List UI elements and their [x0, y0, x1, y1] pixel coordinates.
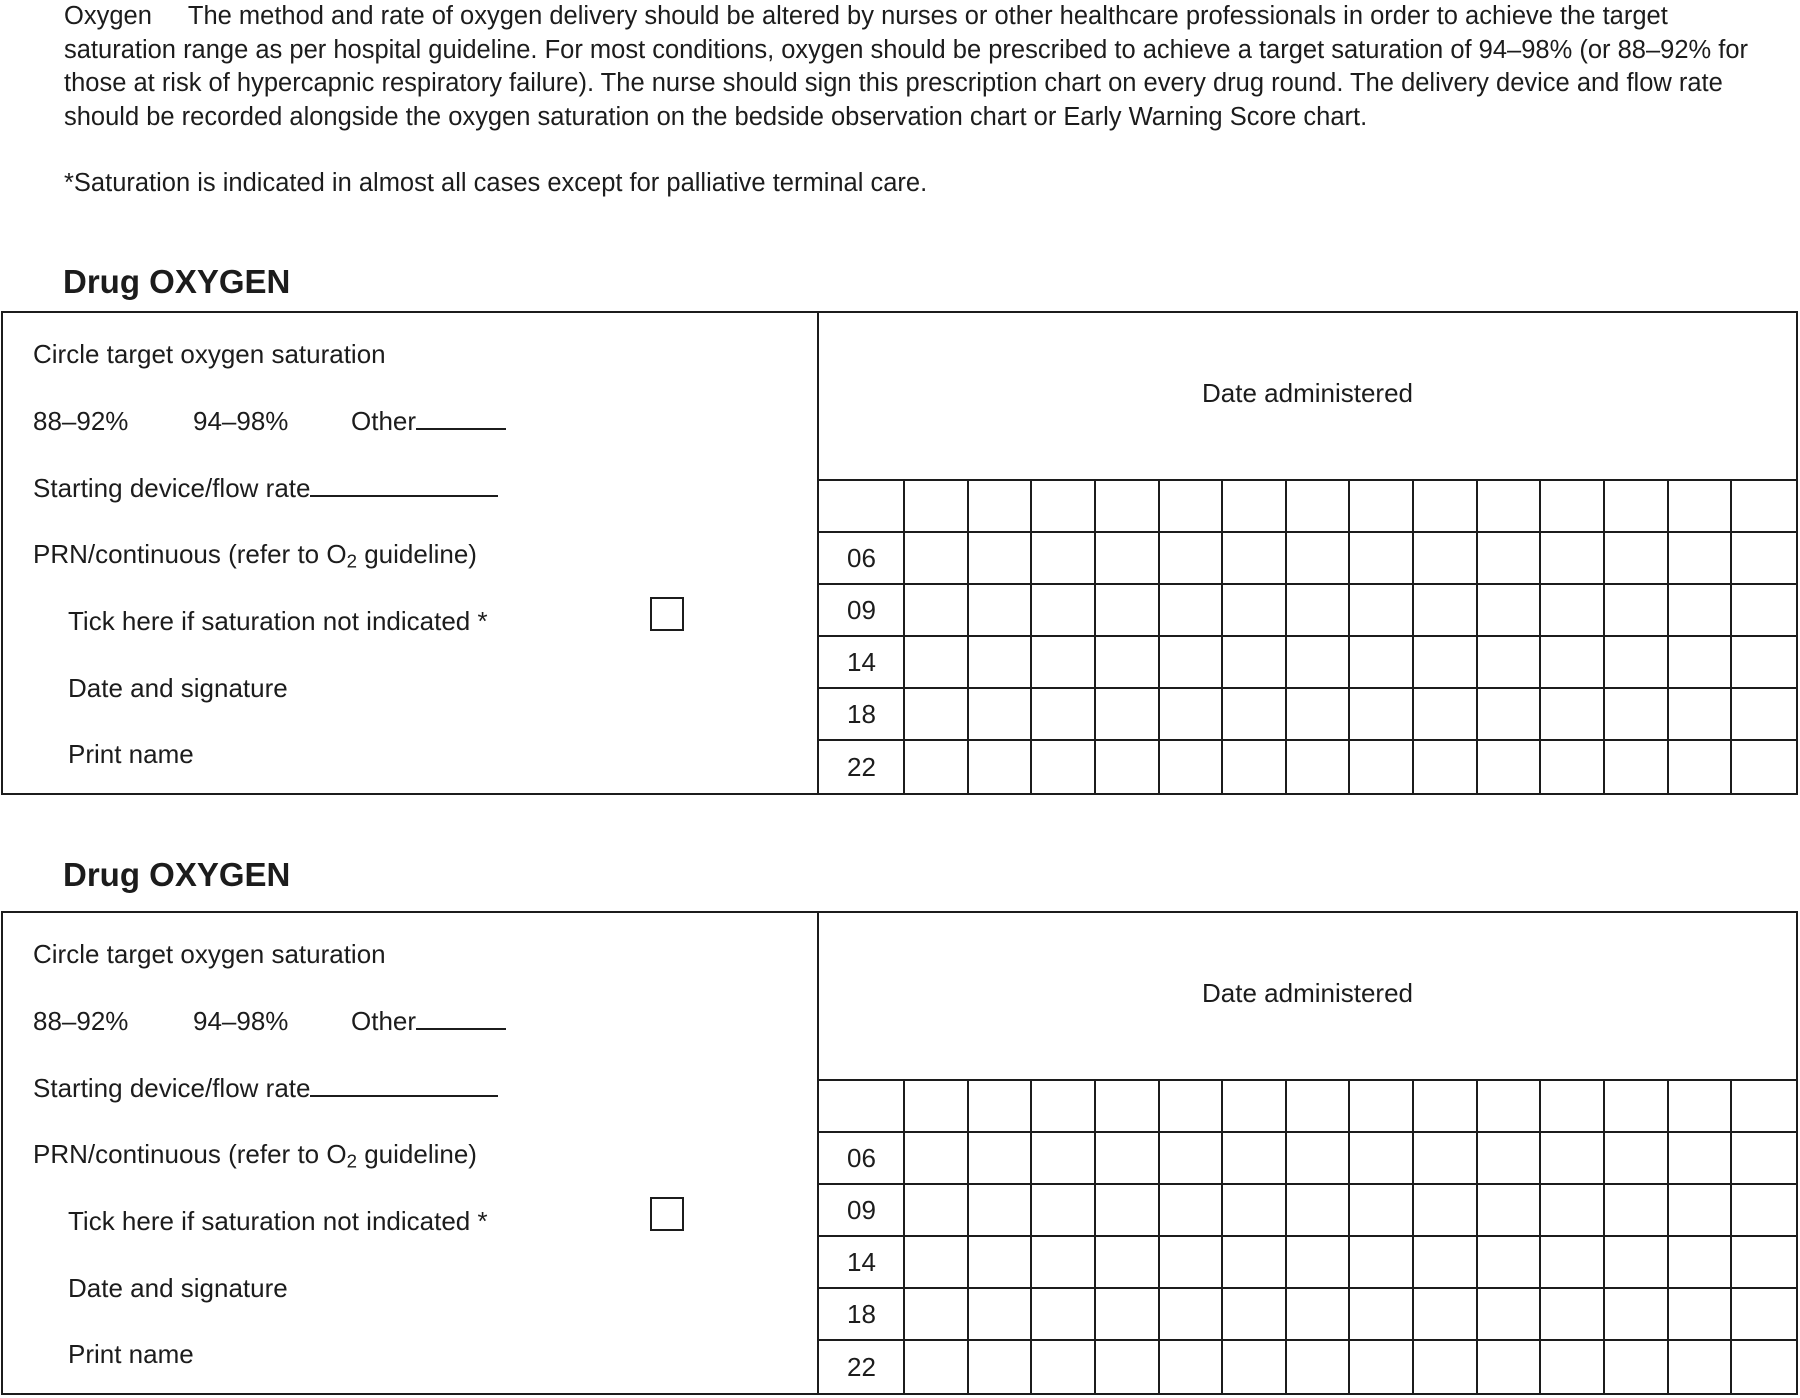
- signature-cell[interactable]: [1350, 1133, 1414, 1185]
- signature-cell[interactable]: [1223, 1185, 1287, 1237]
- time-header-blank-cell: [819, 481, 905, 533]
- signature-cell[interactable]: [1669, 689, 1733, 741]
- saturation-not-indicated-checkbox[interactable]: [650, 1197, 684, 1231]
- intro-paragraph: [64, 0, 1764, 167]
- signature-cell[interactable]: [1223, 741, 1287, 793]
- date-entry-cell[interactable]: [1732, 1081, 1796, 1133]
- signature-cell[interactable]: [905, 533, 969, 585]
- saturation-option-88-92[interactable]: 88–92%: [33, 1006, 129, 1036]
- signature-cell[interactable]: [1414, 1341, 1478, 1393]
- prn-label-part: guideline): [356, 539, 477, 569]
- signature-cell[interactable]: [1414, 689, 1478, 741]
- signature-cell[interactable]: [1732, 533, 1796, 585]
- signature-cell[interactable]: [1414, 585, 1478, 637]
- signature-cell[interactable]: [1160, 533, 1224, 585]
- signature-cell[interactable]: [1605, 689, 1669, 741]
- signature-cell[interactable]: [969, 637, 1033, 689]
- signature-cell[interactable]: [1669, 637, 1733, 689]
- signature-cell[interactable]: [1541, 585, 1605, 637]
- other-saturation-field[interactable]: [416, 1006, 506, 1030]
- signature-cell[interactable]: [905, 1133, 969, 1185]
- signature-cell[interactable]: [1541, 1341, 1605, 1393]
- date-entry-cell[interactable]: [905, 1081, 969, 1133]
- date-entry-cell[interactable]: [1032, 481, 1096, 533]
- signature-cell[interactable]: [1478, 689, 1542, 741]
- device-flow-label: Starting device/flow rate: [33, 473, 311, 503]
- saturation-option-94-98[interactable]: 94–98%: [193, 406, 289, 436]
- date-entry-cell[interactable]: [1032, 1081, 1096, 1133]
- signature-cell[interactable]: [1032, 1133, 1096, 1185]
- signature-cell[interactable]: [1541, 1237, 1605, 1289]
- signature-cell[interactable]: [1096, 1133, 1160, 1185]
- signature-cell[interactable]: [1732, 585, 1796, 637]
- signature-cell[interactable]: [905, 1289, 969, 1341]
- time-label-cell: 22: [819, 741, 905, 793]
- signature-cell[interactable]: [1732, 1289, 1796, 1341]
- signature-cell[interactable]: [1541, 1185, 1605, 1237]
- signature-cell[interactable]: [1160, 741, 1224, 793]
- signature-cell[interactable]: [1414, 1185, 1478, 1237]
- date-entry-cell[interactable]: [1732, 481, 1796, 533]
- signature-cell[interactable]: [1669, 1237, 1733, 1289]
- prn-subscript: 2: [346, 550, 357, 572]
- signature-cell[interactable]: [1160, 1185, 1224, 1237]
- signature-cell[interactable]: [1605, 637, 1669, 689]
- signature-cell[interactable]: [1287, 585, 1351, 637]
- signature-cell[interactable]: [1605, 585, 1669, 637]
- date-entry-cell[interactable]: [1096, 481, 1160, 533]
- signature-cell[interactable]: [1541, 741, 1605, 793]
- signature-cell[interactable]: [1096, 1289, 1160, 1341]
- signature-cell[interactable]: [1032, 637, 1096, 689]
- time-label-cell: 14: [819, 637, 905, 689]
- signature-cell[interactable]: [905, 741, 969, 793]
- print-name-label: Print name: [68, 1339, 194, 1369]
- date-entry-cell[interactable]: [1414, 1081, 1478, 1133]
- saturation-not-indicated-checkbox[interactable]: [650, 597, 684, 631]
- administration-grid: [819, 481, 1796, 793]
- signature-cell[interactable]: [1096, 637, 1160, 689]
- signature-cell[interactable]: [1350, 1341, 1414, 1393]
- date-entry-cell[interactable]: [1350, 481, 1414, 533]
- signature-cell[interactable]: [1160, 1237, 1224, 1289]
- drug-title: Drug OXYGEN: [63, 263, 291, 300]
- date-entry-cell[interactable]: [1605, 1081, 1669, 1133]
- signature-cell[interactable]: [1096, 585, 1160, 637]
- signature-cell[interactable]: [1160, 689, 1224, 741]
- date-entry-cell[interactable]: [1669, 1081, 1733, 1133]
- time-label-cell: 06: [819, 533, 905, 585]
- prn-label-part: PRN/continuous (refer to O: [33, 539, 347, 569]
- date-signature-label: Date and signature: [68, 673, 288, 703]
- signature-cell[interactable]: [1287, 637, 1351, 689]
- signature-cell[interactable]: [1096, 689, 1160, 741]
- signature-cell[interactable]: [1414, 637, 1478, 689]
- time-label-cell: 09: [819, 585, 905, 637]
- date-administered-header: Date administered: [819, 913, 1796, 1081]
- signature-cell[interactable]: [1287, 533, 1351, 585]
- signature-cell[interactable]: [905, 637, 969, 689]
- saturation-option-88-92[interactable]: 88–92%: [33, 406, 129, 436]
- date-entry-cell[interactable]: [1478, 1081, 1542, 1133]
- date-entry-cell[interactable]: [1096, 1081, 1160, 1133]
- signature-cell[interactable]: [1732, 1237, 1796, 1289]
- intro-label: Oxygen: [64, 2, 152, 30]
- signature-cell[interactable]: [1478, 741, 1542, 793]
- signature-cell[interactable]: [1478, 1185, 1542, 1237]
- signature-cell[interactable]: [1160, 637, 1224, 689]
- signature-cell[interactable]: [1605, 1185, 1669, 1237]
- signature-cell[interactable]: [1669, 1185, 1733, 1237]
- signature-cell[interactable]: [1414, 741, 1478, 793]
- signature-cell[interactable]: [1414, 1289, 1478, 1341]
- signature-cell[interactable]: [1669, 1289, 1733, 1341]
- signature-cell[interactable]: [1287, 1341, 1351, 1393]
- signature-cell[interactable]: [1223, 1237, 1287, 1289]
- time-label-cell: 09: [819, 1185, 905, 1237]
- signature-cell[interactable]: [905, 689, 969, 741]
- signature-cell[interactable]: [1287, 1289, 1351, 1341]
- print-name-label: Print name: [68, 739, 194, 769]
- signature-cell[interactable]: [1732, 637, 1796, 689]
- date-entry-cell[interactable]: [1160, 481, 1224, 533]
- signature-cell[interactable]: [1160, 1133, 1224, 1185]
- signature-cell[interactable]: [1541, 1289, 1605, 1341]
- signature-cell[interactable]: [969, 1341, 1033, 1393]
- intro-body: The method and rate of oxygen delivery should be altered by nurses or other healthcare professionals in order to achieve the target saturation range as per hospital guideline. For most conditions, oxygen should be prescribed to achieve a target saturation of 94–98% (or 88–92% for those at risk of hypercapnic respiratory failure). The nurse should sign this prescription chart on every drug round. The delivery device and flow rate should be recorded alongside the oxygen saturation on the bedside observation chart or Early Warning Score chart.: [64, 2, 1749, 131]
- signature-cell[interactable]: [1032, 741, 1096, 793]
- signature-cell[interactable]: [1032, 1185, 1096, 1237]
- device-flow-field[interactable]: [310, 1073, 498, 1097]
- signature-cell[interactable]: [1478, 585, 1542, 637]
- signature-cell[interactable]: [1605, 1289, 1669, 1341]
- device-flow-label: Starting device/flow rate: [33, 1073, 311, 1103]
- signature-cell[interactable]: [905, 585, 969, 637]
- date-administered-header: Date administered: [819, 313, 1796, 481]
- signature-cell[interactable]: [1350, 533, 1414, 585]
- signature-cell[interactable]: [1160, 1341, 1224, 1393]
- oxygen-prescription-chart: [1, 911, 1798, 1395]
- signature-cell[interactable]: [1287, 1133, 1351, 1185]
- signature-cell[interactable]: [969, 585, 1033, 637]
- signature-cell[interactable]: [1478, 1133, 1542, 1185]
- signature-cell[interactable]: [1414, 533, 1478, 585]
- signature-cell[interactable]: [1096, 741, 1160, 793]
- circle-target-label: Circle target oxygen saturation: [33, 939, 386, 969]
- date-entry-cell[interactable]: [1478, 481, 1542, 533]
- date-signature-label: Date and signature: [68, 1273, 288, 1303]
- signature-cell[interactable]: [1350, 1237, 1414, 1289]
- signature-cell[interactable]: [1732, 689, 1796, 741]
- signature-cell[interactable]: [1541, 637, 1605, 689]
- date-entry-cell[interactable]: [1605, 481, 1669, 533]
- saturation-option-94-98[interactable]: 94–98%: [193, 1006, 289, 1036]
- signature-cell[interactable]: [1541, 689, 1605, 741]
- signature-cell[interactable]: [1350, 637, 1414, 689]
- signature-cell[interactable]: [1350, 585, 1414, 637]
- date-entry-cell[interactable]: [1350, 1081, 1414, 1133]
- signature-cell[interactable]: [1605, 533, 1669, 585]
- signature-cell[interactable]: [905, 1341, 969, 1393]
- time-label-cell: 18: [819, 1289, 905, 1341]
- date-entry-cell[interactable]: [1541, 1081, 1605, 1133]
- signature-cell[interactable]: [1223, 689, 1287, 741]
- date-entry-cell[interactable]: [1223, 1081, 1287, 1133]
- signature-cell[interactable]: [1350, 1289, 1414, 1341]
- saturation-option-other[interactable]: Other: [351, 406, 417, 436]
- signature-cell[interactable]: [1223, 1289, 1287, 1341]
- signature-cell[interactable]: [1414, 1237, 1478, 1289]
- signature-cell[interactable]: [1287, 1185, 1351, 1237]
- signature-cell[interactable]: [1287, 741, 1351, 793]
- signature-cell[interactable]: [1605, 1133, 1669, 1185]
- date-entry-cell[interactable]: [1287, 481, 1351, 533]
- drug-title: Drug OXYGEN: [63, 856, 291, 893]
- signature-cell[interactable]: [1732, 741, 1796, 793]
- signature-cell[interactable]: [1350, 741, 1414, 793]
- signature-cell[interactable]: [1414, 1133, 1478, 1185]
- intro-text: [64, 0, 1764, 201]
- device-flow-field[interactable]: [310, 473, 498, 497]
- other-saturation-field[interactable]: [416, 406, 506, 430]
- signature-cell[interactable]: [1732, 1133, 1796, 1185]
- time-label-cell: 18: [819, 689, 905, 741]
- signature-cell[interactable]: [1732, 1185, 1796, 1237]
- tick-label: Tick here if saturation not indicated *: [68, 1206, 488, 1236]
- signature-cell[interactable]: [1287, 689, 1351, 741]
- signature-cell[interactable]: [1350, 689, 1414, 741]
- saturation-option-other[interactable]: Other: [351, 1006, 417, 1036]
- signature-cell[interactable]: [1605, 1341, 1669, 1393]
- signature-cell[interactable]: [1096, 1237, 1160, 1289]
- date-entry-cell[interactable]: [969, 481, 1033, 533]
- signature-cell[interactable]: [1478, 1341, 1542, 1393]
- intro-footnote: *Saturation is indicated in almost all cases except for palliative terminal care.: [64, 169, 928, 197]
- date-entry-cell[interactable]: [1541, 481, 1605, 533]
- signature-cell[interactable]: [1160, 1289, 1224, 1341]
- date-entry-cell[interactable]: [1287, 1081, 1351, 1133]
- signature-cell[interactable]: [969, 689, 1033, 741]
- signature-cell[interactable]: [1096, 1341, 1160, 1393]
- signature-cell[interactable]: [1096, 1185, 1160, 1237]
- signature-cell[interactable]: [969, 533, 1033, 585]
- date-entry-cell[interactable]: [905, 481, 969, 533]
- circle-target-label: Circle target oxygen saturation: [33, 339, 386, 369]
- date-entry-cell[interactable]: [1414, 481, 1478, 533]
- signature-cell[interactable]: [1669, 1133, 1733, 1185]
- signature-cell[interactable]: [1541, 1133, 1605, 1185]
- time-label-cell: 14: [819, 1237, 905, 1289]
- date-entry-cell[interactable]: [1160, 1081, 1224, 1133]
- date-entry-cell[interactable]: [1223, 481, 1287, 533]
- signature-cell[interactable]: [1669, 585, 1733, 637]
- signature-cell[interactable]: [1605, 1237, 1669, 1289]
- oxygen-prescription-chart: [1, 311, 1798, 795]
- prn-label-part: guideline): [356, 1139, 477, 1169]
- signature-cell[interactable]: [969, 1133, 1033, 1185]
- signature-cell[interactable]: [969, 741, 1033, 793]
- signature-cell[interactable]: [969, 1237, 1033, 1289]
- signature-cell[interactable]: [1096, 533, 1160, 585]
- signature-cell[interactable]: [905, 1185, 969, 1237]
- signature-cell[interactable]: [1669, 1341, 1733, 1393]
- signature-cell[interactable]: [969, 1289, 1033, 1341]
- signature-cell[interactable]: [1032, 1289, 1096, 1341]
- signature-cell[interactable]: [1541, 533, 1605, 585]
- signature-cell[interactable]: [1032, 585, 1096, 637]
- signature-cell[interactable]: [969, 1185, 1033, 1237]
- signature-cell[interactable]: [1223, 585, 1287, 637]
- time-header-blank-cell: [819, 1081, 905, 1133]
- signature-cell[interactable]: [1669, 741, 1733, 793]
- time-label-cell: 06: [819, 1133, 905, 1185]
- signature-cell[interactable]: [1032, 1237, 1096, 1289]
- signature-cell[interactable]: [1478, 533, 1542, 585]
- signature-cell[interactable]: [1732, 1341, 1796, 1393]
- prn-subscript: 2: [346, 1150, 357, 1172]
- signature-cell[interactable]: [1287, 1237, 1351, 1289]
- signature-cell[interactable]: [1223, 1341, 1287, 1393]
- signature-cell[interactable]: [1032, 1341, 1096, 1393]
- prn-label-part: PRN/continuous (refer to O: [33, 1139, 347, 1169]
- time-label-cell: 22: [819, 1341, 905, 1393]
- tick-label: Tick here if saturation not indicated *: [68, 606, 488, 636]
- signature-cell[interactable]: [1478, 637, 1542, 689]
- signature-cell[interactable]: [1223, 637, 1287, 689]
- administration-grid: [819, 1081, 1796, 1393]
- date-entry-cell[interactable]: [969, 1081, 1033, 1133]
- signature-cell[interactable]: [905, 1237, 969, 1289]
- signature-cell[interactable]: [1350, 1185, 1414, 1237]
- signature-cell[interactable]: [1032, 689, 1096, 741]
- signature-cell[interactable]: [1223, 533, 1287, 585]
- signature-cell[interactable]: [1478, 1289, 1542, 1341]
- date-entry-cell[interactable]: [1669, 481, 1733, 533]
- signature-cell[interactable]: [1160, 585, 1224, 637]
- signature-cell[interactable]: [1605, 741, 1669, 793]
- signature-cell[interactable]: [1669, 533, 1733, 585]
- signature-cell[interactable]: [1478, 1237, 1542, 1289]
- signature-cell[interactable]: [1223, 1133, 1287, 1185]
- signature-cell[interactable]: [1032, 533, 1096, 585]
